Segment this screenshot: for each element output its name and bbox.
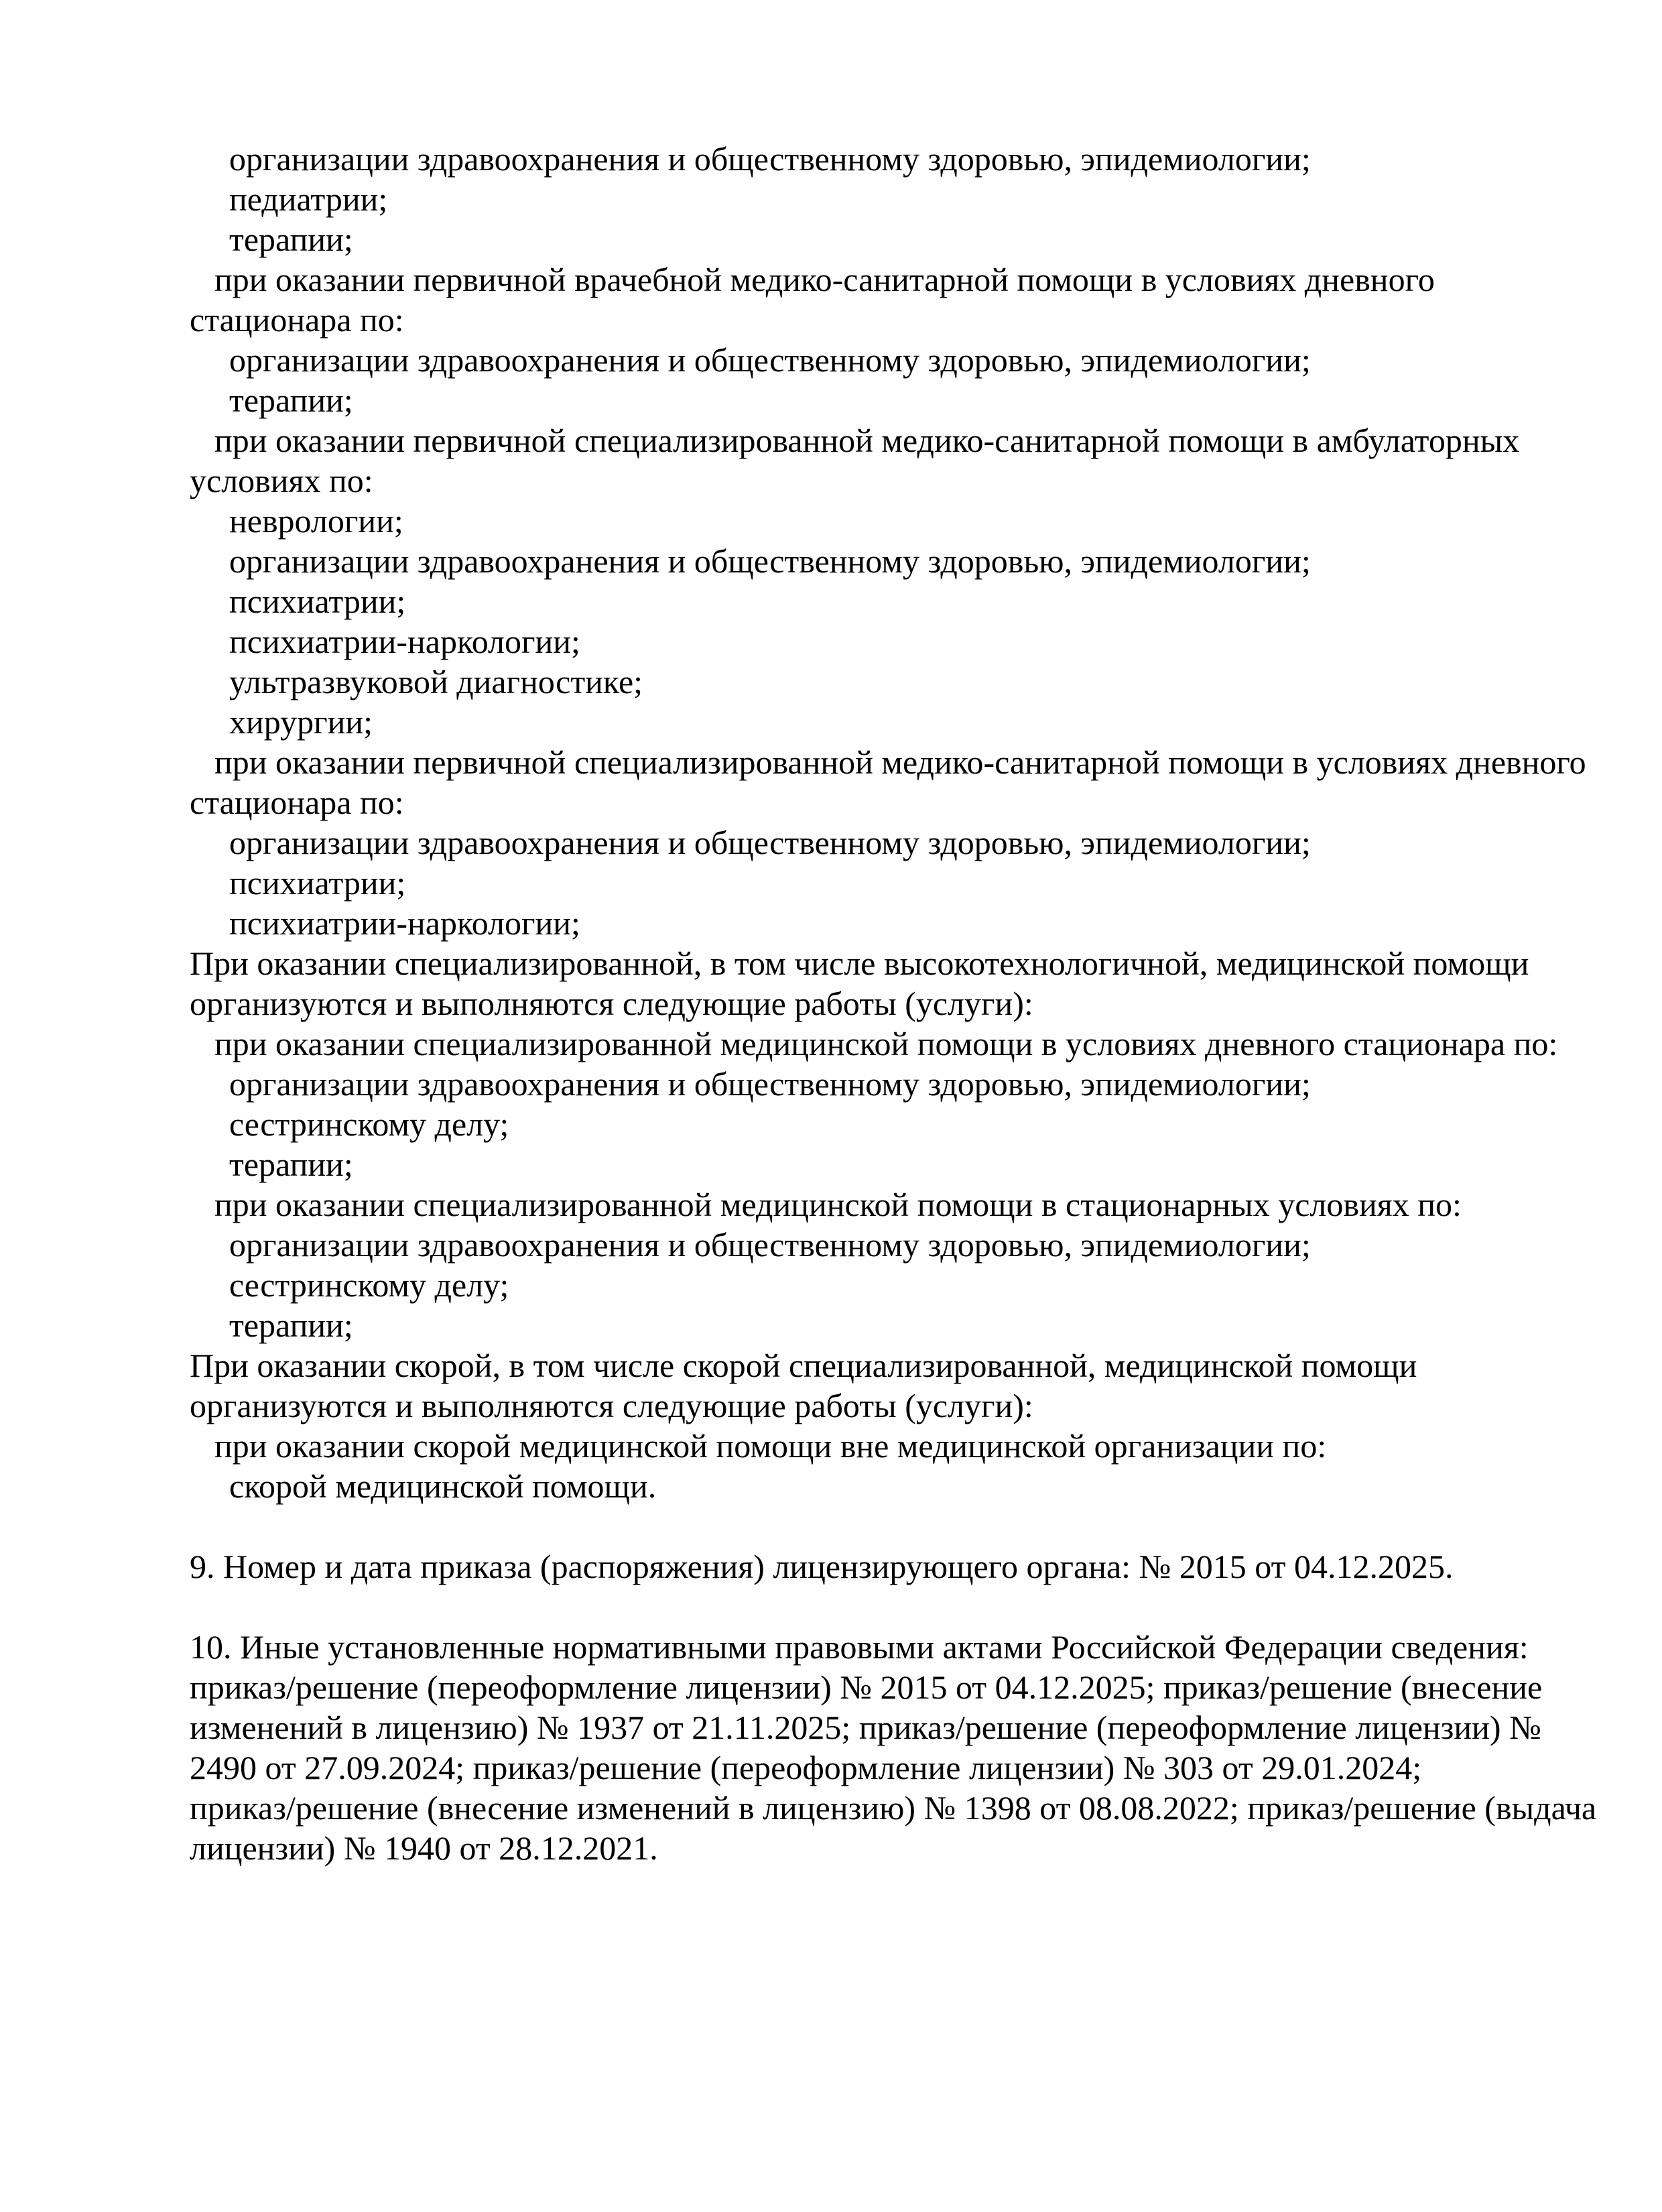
document-line: сестринскому делу; <box>229 1105 509 1143</box>
document-line: лицензии) № 1940 от 28.12.2021. <box>190 1829 658 1867</box>
document-line: приказ/решение (внесение изменений в лицензию) № 1398 от 08.08.2022; приказ/решение (выдача <box>190 1789 1597 1827</box>
document-line: стационара по: <box>190 301 404 339</box>
document-line: ультразвуковой диагностике; <box>229 663 643 700</box>
document-line: организации здравоохранения и общественному здоровью, эпидемиологии; <box>229 1065 1311 1103</box>
document-line: психиатрии-наркологии; <box>229 623 580 660</box>
document-line: при оказании первичной специализированной медико-санитарной помощи в амбулаторных <box>214 422 1520 459</box>
blank-line <box>190 1506 1604 1546</box>
document-line: при оказании скорой медицинской помощи вне медицинской организации по: <box>214 1427 1327 1465</box>
document-line: организуются и выполняются следующие работы (услуги): <box>190 985 1033 1022</box>
document-line: психиатрии; <box>229 864 406 902</box>
document-line: при оказании специализированной медицинской помощи в стационарных условиях по: <box>214 1186 1462 1223</box>
document-line: психиатрии-наркологии; <box>229 904 580 942</box>
document-line: При оказании специализированной, в том числе высокотехнологичной, медицинской помощи <box>190 944 1529 982</box>
document-line: приказ/решение (переоформление лицензии) № 2015 от 04.12.2025; приказ/решение (внесение <box>190 1668 1543 1706</box>
document-line: 10. Иные установленные нормативными правовыми актами Российской Федерации сведения: <box>190 1628 1529 1666</box>
document-line: неврологии; <box>229 502 403 540</box>
document-line: изменений в лицензию) № 1937 от 21.11.2025; приказ/решение (переоформление лицензии) № <box>190 1709 1541 1746</box>
document-lines <box>190 139 1604 1868</box>
document-line: организации здравоохранения и общественному здоровью, эпидемиологии; <box>229 1226 1311 1264</box>
document-line: терапии; <box>229 221 353 258</box>
blank-line <box>190 1587 1604 1627</box>
document-line: 9. Номер и дата приказа (распоряжения) лицензирующего органа: № 2015 от 04.12.2025. <box>190 1548 1454 1585</box>
document-line: психиатрии; <box>229 582 406 620</box>
document-line: при оказании специализированной медицинской помощи в условиях дневного стационара по: <box>214 1025 1558 1062</box>
document-line: хирургии; <box>229 703 373 741</box>
document-line: организации здравоохранения и общественному здоровью, эпидемиологии; <box>229 140 1311 178</box>
document-line: терапии; <box>229 1146 353 1183</box>
document-line: при оказании первичной специализированной медико-санитарной помощи в условиях дневного <box>214 743 1586 781</box>
document-line: терапии; <box>229 1306 353 1344</box>
document-line: организации здравоохранения и общественному здоровью, эпидемиологии; <box>229 824 1311 861</box>
document-line: организации здравоохранения и общественному здоровью, эпидемиологии; <box>229 341 1311 379</box>
document-line: организуются и выполняются следующие работы (услуги): <box>190 1387 1033 1424</box>
document-line: скорой медицинской помощи. <box>229 1467 657 1505</box>
document-line: условиях по: <box>190 462 373 499</box>
document-line: стационара по: <box>190 784 404 821</box>
document-line: при оказании первичной врачебной медико-санитарной помощи в условиях дневного <box>214 261 1435 298</box>
document-line: 2490 от 27.09.2024; приказ/решение (переоформление лицензии) № 303 от 29.01.2024; <box>190 1749 1422 1786</box>
document-line: сестринскому делу; <box>229 1266 509 1304</box>
document-line: организации здравоохранения и общественному здоровью, эпидемиологии; <box>229 542 1311 580</box>
document-line: терапии; <box>229 381 353 419</box>
document-line: При оказании скорой, в том числе скорой специализированной, медицинской помощи <box>190 1347 1417 1384</box>
document-line: педиатрии; <box>229 180 388 218</box>
